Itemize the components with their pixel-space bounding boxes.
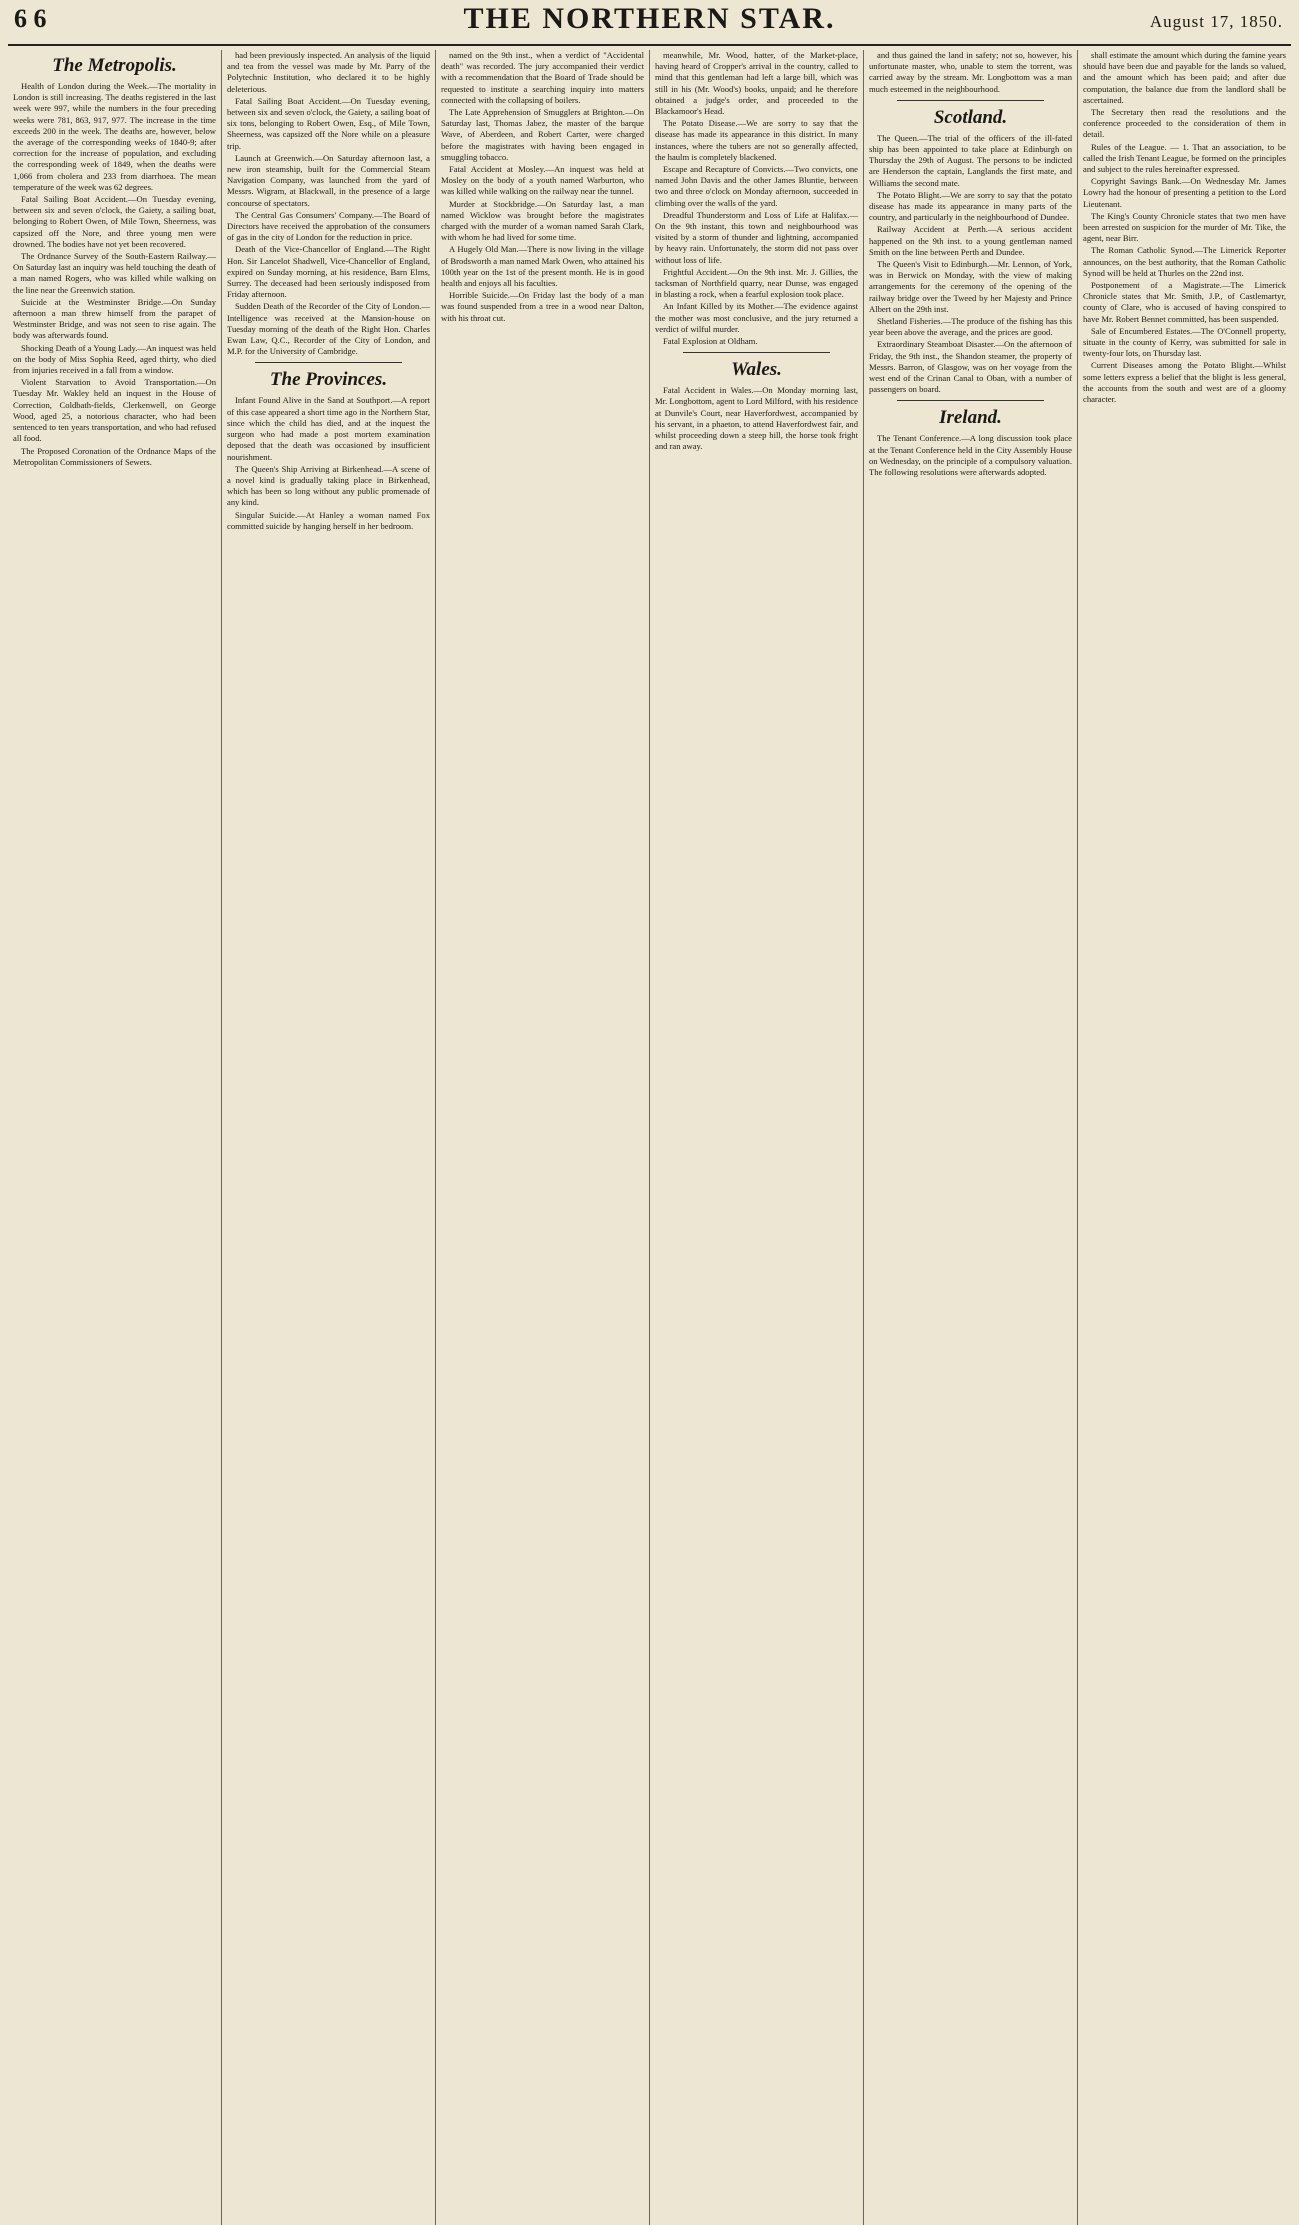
section-rule [683,352,830,353]
issue-date: August 17, 1850. [1149,12,1283,31]
article-paragraph: The Potato Disease.—We are sorry to say that the disease has made its appearance in this district. In many instances, where the tubers are not so generally affected, the haulm is completely blackened. [655,118,858,162]
article-paragraph: Shetland Fisheries.—The produce of the fishing has this year been above the average, and the prices are good. [869,316,1072,338]
column-6 [1077,50,1291,2225]
article-paragraph: The Roman Catholic Synod.—The Limerick Reporter announces, on the best authority, that the Roman Catholic Synod will be held at Thurles on the 22nd inst. [1083,245,1286,278]
article-paragraph: Horrible Suicide.—On Friday last the body of a man was found suspended from a tree in a wood near Dalton, with his throat cut. [441,290,644,323]
article-paragraph: The Queen's Visit to Edinburgh.—Mr. Lennon, of York, was in Berwick on Monday, with the view of making arrangements for the ceremony of the opening of the railway bridge over the Tweed by her Majesty and Prince Albert on the 29th inst. [869,259,1072,314]
article-paragraph: The Potato Blight.—We are sorry to say that the potato disease has made its appearance in many parts of the country, and particularly in the neighbourhood of Dundee. [869,189,1072,223]
article-paragraph: Fatal Sailing Boat Accident.—On Tuesday evening, between six and seven o'clock, the Gaiety, a sailing boat of six tons, belonging to Robert Owen, Esq., of Mile Town, Sheerness, was capsized off the Nore while on a pleasure trip. [227,95,430,151]
article-paragraph: and thus gained the land in safety; not so, however, his unfortunate master, who, unable to stem the torrent, was carried away by the stream. Mr. Longbottom was a man much esteemed in the neighbourhood. [869,50,1072,94]
article-paragraph: The Ordnance Survey of the South-Eastern Railway.—On Saturday last an inquiry was held touching the death of a man named Rogers, who was killed while walking on the line near the Greenwich station. [13,251,216,295]
article-paragraph: Fatal Explosion at Oldham. [663,336,758,347]
article-paragraph: The Queen's Ship Arriving at Birkenhead.—A scene of a novel kind is gradually taking place in Birkenhead, which has been so long without any public promenade of any kind. [227,463,430,508]
section-rule [255,362,402,363]
columns-container [8,50,1291,2225]
article-paragraph: Current Diseases among the Potato Blight.—Whilst some letters express a belief that the blight is less general, the accounts from the south and west are of a gloomy character. [1083,360,1286,405]
article-paragraph: meanwhile, Mr. Wood, hatter, of the Market-place, having heard of Cropper's arrival in the country, called to mind that this gentleman had left a large bill, which was still in his (Mr. Wood's) books, unpaid; and he therefore obtained a judge's order, and proceeded to the Blackamoor's Head. [655,50,858,117]
article-paragraph: An Infant Killed by its Mother.—The evidence against the mother was most conclusive, and the jury returned a verdict of wilful murder. [655,301,858,334]
article-paragraph: The Proposed Coronation of the Ordnance Maps of the Metropolitan Commissioners of Sewers. [13,445,216,467]
article-paragraph: Sudden Death of the Recorder of the City of London.—Intelligence was received at the Mansion-house on Tuesday morning of the death of the Right Hon. Charles Ewan Law, Q.C., Recorder of the City of London, and M.P. for the University of Cambridge. [227,301,430,357]
column-2 [221,50,435,2225]
article-paragraph: The Central Gas Consumers' Company.—The Board of Directors have received the approbation of the consumers of gas in the city of London for the reduction in price. [227,209,430,243]
article-paragraph: Health of London during the Week.—The mortality in London is still increasing. The deaths registered in the last week were 997, while the numbers in the four preceding weeks were 781, 863, 917, 977. The increase in the time exceeds 200 in the week. The deaths are, however, below the average of the corresponding weeks of 1840-9; after correction for the increase of population, and excluding the corresponding week of 1849, when the deaths were 1,066 from cholera and 233 from diarrhoea. The mean temperature of the week was 62 degrees. [13,81,216,192]
article-paragraph: The King's County Chronicle states that two men have been arrested on suspicion for the murder of Mr. Tike, the agent, near Birr. [1083,210,1286,244]
section-heading: Wales. [731,359,782,381]
article-paragraph: Dreadful Thunderstorm and Loss of Life at Halifax.—On the 9th instant, this town and neighbourhood was visited by a storm of thunder and lightning, accompanied by heavy rain. Unfortunately, the storm did not pass over without loss of life. [655,209,858,265]
column-3 [435,50,649,2225]
article-paragraph: The Queen.—The trial of the officers of the ill-fated ship has been appointed to take place at Edinburgh on Thursday the 29th of August. The persons to be indicted are Henderson the captain, Langlands the first mate, and Williams the second mate. [869,132,1072,188]
article-paragraph: Launch at Greenwich.—On Saturday afternoon last, a new iron steamship, built for the Commercial Steam Navigation Company, was launched from the yard of Messrs. Wigram, at Blackwall, in the presence of a large concourse of spectators. [227,152,430,208]
article-paragraph: Postponement of a Magistrate.—The Limerick Chronicle states that Mr. Smith, J.P., of Castlemartyr, county of Clare, who is accused of having conspired to have Mr. Robert Bennet committed, has been suspended. [1083,280,1286,324]
article-paragraph: Escape and Recapture of Convicts.—Two convicts, one named John Davis and the other James Bluntie, between two and three o'clock on Monday afternoon, succeeded in climbing over the walls of the yard. [655,164,858,208]
article-paragraph: Infant Found Alive in the Sand at Southport.—A report of this case appeared a short time ago in the Northern Star, since which the child has died, and at the inquest the surgeon who had made a post mortem examination deposed that the death was occasioned by insufficient nourishment. [227,395,430,462]
page-number: 6 6 [14,4,47,33]
section-heading: The Provinces. [269,369,388,391]
article-paragraph: Singular Suicide.—At Hanley a woman named Fox committed suicide by hanging herself in her bedroom. [227,509,430,531]
article-paragraph: The Tenant Conference.—A long discussion took place at the Tenant Conference held in the City Assembly House on Wednesday, on the principle of a compulsory valuation. The following resolutions were afterwards adopted. [869,433,1072,478]
article-paragraph: The Secretary then read the resolutions and the conference proceeded to the consideration of them in detail. [1083,107,1286,140]
section-heading: Scotland. [933,106,1008,128]
article-paragraph: Fatal Accident in Wales.—On Monday morning last, Mr. Longbottom, agent to Lord Milford, with his residence at Dunvile's Court, near Haverfordwest, accompanied by his servant, in a phaeton, to attend Haverfordwest fair, and whilst proceeding down a steep hill, the horse took fright and ran away. [655,385,858,452]
article-paragraph: Sale of Encumbered Estates.—The O'Connell property, situate in the county of Kerry, was submitted for sale in twenty-four lots, on Thursday last. [1083,325,1286,359]
article-paragraph: Railway Accident at Perth.—A serious accident happened on the 9th inst. to a young gentleman named Smith on the line between Perth and Dundee. [869,224,1072,257]
section-heading: The Metropolis. [52,55,177,76]
article-paragraph: Suicide at the Westminster Bridge.—On Sunday afternoon a man threw himself from the parapet of Westminster Bridge, and was not seen to rise again. The body was afterwards found. [13,296,216,341]
article-paragraph: Murder at Stockbridge.—On Saturday last, a man named Wicklow was brought before the magistrates charged with the murder of a woman named Sarah Clark, with whom he had lived for some time. [441,198,644,243]
column-1 [8,50,221,2225]
article-paragraph: Shocking Death of a Young Lady.—An inquest was held on the body of Miss Sophia Reed, aged thirty, who died from injuries received in a fall from a window. [13,342,216,376]
article-paragraph: named on the 9th inst., when a verdict of "Accidental death" was recorded. The jury accompanied their verdict with a recommendation that the Board of Trade should be requested to institute a searching inquiry into matters connected with the collapsing of boilers. [441,50,644,105]
section-rule [897,100,1044,101]
article-paragraph: Rules of the League. — 1. That an association, to be called the Irish Tenant League, be formed on the principles and subject to the rules hereinafter expressed. [1083,141,1286,175]
article-paragraph: Death of the Vice-Chancellor of England.—The Right Hon. Sir Lancelot Shadwell, Vice-Chancellor of England, expired on Sunday morning, at his residence, Barn Elms, Surrey. The deceased had been seriously indisposed from Friday afternoon. [227,244,430,300]
column-5 [863,50,1077,2225]
article-paragraph: Frightful Accident.—On the 9th inst. Mr. J. Gillies, the tacksman of Northfield quarry, near Dunse, was engaged in blasting a rock, when a fearful explosion took place. [655,266,858,300]
article-paragraph: Violent Starvation to Avoid Transportation.—On Tuesday Mr. Wakley held an inquest in the House of Correction, Coldbath-fields, Clerkenwell, on George Wood, aged 25, a notorious character, who had been sentenced to ten years transportation, and who had refused all food. [13,377,216,444]
article-paragraph: A Hugely Old Man.—There is now living in the village of Brodsworth a man named Mark Owen, who attained his 100th year on the 1st of the present month. He is in good health and enjoys all his faculties. [441,244,644,289]
paper-title: THE NORTHERN STAR. [463,2,836,35]
section-rule [897,400,1044,401]
masthead [8,0,1291,46]
article-paragraph: Copyright Savings Bank.—On Wednesday Mr. James Lowry had the honour of presenting a petition to the Lord Lieutenant. [1083,176,1286,209]
article-paragraph: shall estimate the amount which during the famine years should have been due and payable for the lands so valued, and the amount which has been paid; and after due computation, the balance due from the landlord shall be ascertained. [1083,50,1286,105]
article-paragraph: Fatal Accident at Mosley.—An inquest was held at Mosley on the body of a youth named Warburton, who was killed while walking on the railway near the tunnel. [441,164,644,197]
article-paragraph: Fatal Sailing Boat Accident.—On Tuesday evening, between six and seven o'clock, the Gaiety, a sailing boat, belonging to Robert Owen, of Mile Town, Sheerness, was capsized off the Nore, and three young men were drowned. The bodies have not yet been recovered. [13,194,216,249]
article-paragraph: The Late Apprehension of Smugglers at Brighton.—On Saturday last, Thomas Jabez, the master of the barque Wave, of Aberdeen, and Robert Carter, were charged before the magistrates with having been engaged in smuggling tobacco. [441,107,644,162]
column-4 [649,50,863,2225]
article-paragraph: had been previously inspected. An analysis of the liquid and tea from the vessel was made by Mr. Parry of the Polytechnic Institution, who declared it to be highly deleterious. [227,50,430,94]
article-paragraph: Extraordinary Steamboat Disaster.—On the afternoon of Friday, the 9th inst., the Shandon steamer, the property of Messrs. Barron, of Glasgow, was on her voyage from the west end of the Crinan Canal to Oban, with a number of passengers on board. [869,339,1072,395]
section-heading: Ireland. [939,407,1002,429]
